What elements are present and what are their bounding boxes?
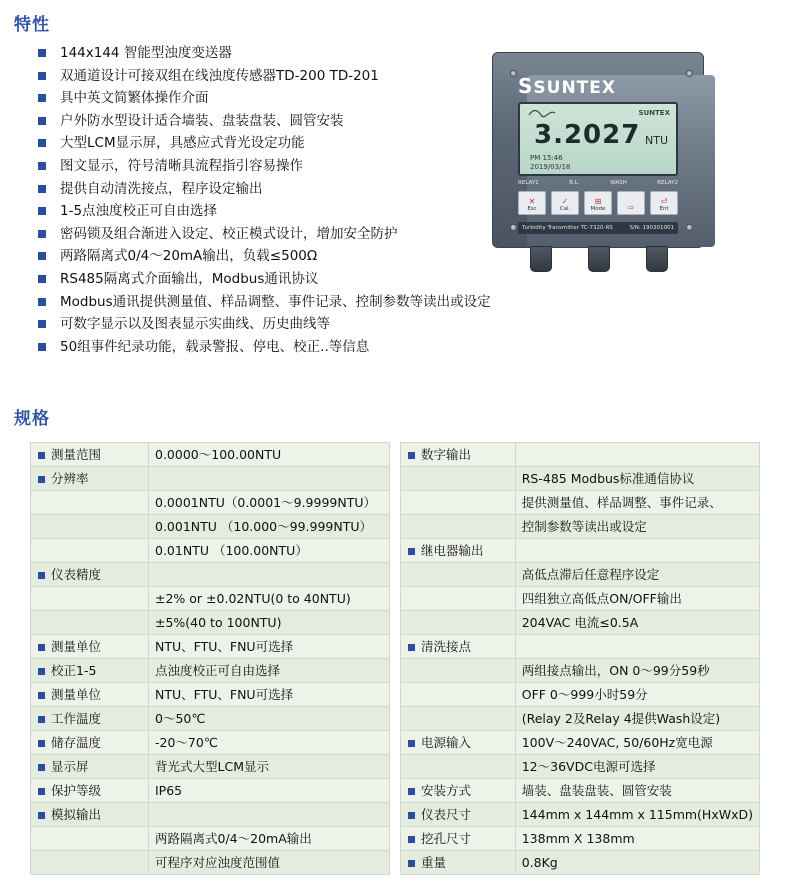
spec-value: 0.8Kg (515, 851, 759, 875)
spec-label: 校正1-5 (31, 659, 149, 683)
list-item: 提供自动清洗接点，程序设定输出 (38, 178, 558, 201)
key-label: Cal. (559, 206, 571, 212)
spec-label (31, 539, 149, 563)
spec-value: 0.001NTU （10.000～99.999NTU） (149, 515, 390, 539)
spec-value: 控制参数等读出或设定 (515, 515, 759, 539)
spec-value: 可程序对应浊度范围值 (149, 851, 390, 875)
device-serial: S/N: 190301001 (629, 225, 674, 231)
list-item: 图文显示，符号清晰具流程指引容易操作 (38, 155, 558, 178)
list-item: 户外防水型设计适合墙装、盘装盘装、圆管安装 (38, 110, 558, 133)
key-enter[interactable] (650, 191, 678, 215)
spec-label (31, 515, 149, 539)
table-row (401, 611, 760, 635)
table-row (401, 563, 760, 587)
spec-value: 两路隔离式0/4～20mA输出 (149, 827, 390, 851)
list-item: 大型LCM显示屏，具感应式背光设定功能 (38, 132, 558, 155)
table-row (31, 827, 390, 851)
table-row (401, 683, 760, 707)
table-row (31, 755, 390, 779)
screw-icon (510, 224, 517, 231)
spec-label: 测量范围 (31, 443, 149, 467)
spec-label (401, 683, 516, 707)
table-row (31, 635, 390, 659)
table-row (31, 851, 390, 875)
list-item: Modbus通讯提供测量值、样品调整、事件记录、控制参数等读出或设定 (38, 291, 558, 314)
indicator-label-relay1: RELAY1 (518, 180, 539, 186)
product-photo (470, 42, 770, 302)
spec-value (149, 563, 390, 587)
list-item: 144x144 智能型浊度变送器 (38, 42, 558, 65)
spec-label (401, 611, 516, 635)
spec-value: RS-485 Modbus标准通信协议 (515, 467, 759, 491)
spec-label: 保护等级 (31, 779, 149, 803)
cable-gland (646, 246, 668, 272)
table-row (401, 635, 760, 659)
key-cal[interactable] (551, 191, 579, 215)
key-mode[interactable] (584, 191, 612, 215)
table-row (401, 803, 760, 827)
spec-label (401, 755, 516, 779)
table-row (401, 731, 760, 755)
check-icon: ✓ (561, 197, 569, 206)
list-item: 两路隔离式0/4～20mA输出，负载≤500Ω (38, 245, 558, 268)
spec-label (401, 563, 516, 587)
table-row (31, 659, 390, 683)
table-row (401, 707, 760, 731)
spec-value: NTU、FTU、FNU可选择 (149, 683, 390, 707)
spec-value (149, 467, 390, 491)
spec-label: 分辨率 (31, 467, 149, 491)
table-row (31, 779, 390, 803)
features-section-title: 特性 (14, 15, 50, 35)
device-model: Turbidity Transmitter TC-7320-RS (522, 225, 613, 231)
spec-label (31, 827, 149, 851)
spec-value: NTU、FTU、FNU可选择 (149, 635, 390, 659)
spec-value: 两组接点输出，ON 0～99分59秒 (515, 659, 759, 683)
spec-value: 0.0001NTU（0.0001～9.9999NTU） (149, 491, 390, 515)
list-item: RS485隔离式介面输出，Modbus通讯协议 (38, 268, 558, 291)
table-row (31, 443, 390, 467)
spec-value: ±5%(40 to 100NTU) (149, 611, 390, 635)
list-item: 具中英文简繁体操作介面 (38, 87, 558, 110)
spec-label (31, 587, 149, 611)
spec-value: 138mm X 138mm (515, 827, 759, 851)
spec-value: 100V～240VAC, 50/60Hz宽电源 (515, 731, 759, 755)
esc-icon: ✕ (528, 197, 536, 206)
spec-label (31, 491, 149, 515)
spec-label: 安装方式 (401, 779, 516, 803)
list-item: 可数字显示以及图表显示实曲线、历史曲线等 (38, 313, 558, 336)
display-unit: NTU (645, 134, 668, 147)
display-reading: 3.2027 (534, 120, 641, 150)
spec-value (515, 635, 759, 659)
spec-value: 高低点滞后任意程序设定 (515, 563, 759, 587)
display-time: PM 15:46 (530, 154, 563, 162)
list-item: 50组事件纪录功能，载录警报、停电、校正..等信息 (38, 336, 558, 359)
spec-value: 点浊度校正可自由选择 (149, 659, 390, 683)
spec-label (401, 515, 516, 539)
enter-icon: ⏎ (660, 197, 668, 206)
spec-value: 0～50℃ (149, 707, 390, 731)
spec-value: 提供测量值、样品调整、事件记录、 (515, 491, 759, 515)
table-row (31, 611, 390, 635)
key-label: Esc (527, 206, 537, 212)
spec-label: 数字输出 (401, 443, 516, 467)
spec-table-left (30, 442, 390, 875)
cable-gland (588, 246, 610, 272)
key-right[interactable] (617, 191, 645, 215)
table-row (401, 491, 760, 515)
table-row (401, 755, 760, 779)
table-row (31, 803, 390, 827)
spec-value: -20～70℃ (149, 731, 390, 755)
spec-label (401, 467, 516, 491)
list-item: 1-5点浊度校正可自由选择 (38, 200, 558, 223)
spec-value: 12～36VDC电源可选择 (515, 755, 759, 779)
table-row (31, 683, 390, 707)
spec-value: 144mm x 144mm x 115mm(HxWxD) (515, 803, 759, 827)
key-label: Mode (590, 206, 606, 212)
spec-value: IP65 (149, 779, 390, 803)
cable-gland (530, 246, 552, 272)
specs-section-title: 规格 (14, 409, 50, 429)
spec-value: 墙装、盘装盘装、圆管安装 (515, 779, 759, 803)
wave-icon (528, 108, 556, 118)
spec-label: 显示屏 (31, 755, 149, 779)
spec-value: (Relay 2及Relay 4提供Wash设定) (515, 707, 759, 731)
grid-icon: ⊞ (594, 197, 602, 206)
table-row (31, 491, 390, 515)
spec-value: 0.01NTU （100.00NTU） (149, 539, 390, 563)
spec-label: 重量 (401, 851, 516, 875)
list-item: 密码锁及组合渐进入设定、校正模式设计，增加安全防护 (38, 223, 558, 246)
spec-label: 测量单位 (31, 683, 149, 707)
table-row (401, 659, 760, 683)
display-date: 2019/03/18 (530, 163, 571, 171)
spec-label: 测量单位 (31, 635, 149, 659)
table-row (31, 539, 390, 563)
spec-label: 清洗接点 (401, 635, 516, 659)
spec-value: 背光式大型LCM显示 (149, 755, 390, 779)
device-keypad[interactable] (518, 188, 678, 218)
table-row (31, 515, 390, 539)
key-label: Ent (659, 206, 669, 212)
table-row (401, 467, 760, 491)
spec-label (401, 659, 516, 683)
spec-label (401, 707, 516, 731)
table-row (31, 563, 390, 587)
table-row (401, 515, 760, 539)
indicator-label-row (518, 180, 678, 186)
arrow-right-icon: ⇨ (627, 203, 635, 212)
screw-icon (686, 70, 693, 77)
table-row (31, 587, 390, 611)
table-row (401, 827, 760, 851)
table-row (401, 779, 760, 803)
spec-label (31, 851, 149, 875)
indicator-label-relay2: RELAY2 (657, 180, 678, 186)
indicator-label-wash: WASH (610, 180, 627, 186)
spec-label (401, 491, 516, 515)
indicator-label-bl: B.L. (569, 180, 580, 186)
spec-value: 0.0000～100.00NTU (149, 443, 390, 467)
table-row (31, 707, 390, 731)
spec-table-right (400, 442, 760, 875)
spec-label: 仪表尺寸 (401, 803, 516, 827)
device-nameplate (518, 222, 678, 234)
spec-label (31, 611, 149, 635)
table-row (401, 587, 760, 611)
spec-value (515, 443, 759, 467)
device-display (518, 102, 678, 176)
screw-icon (686, 224, 693, 231)
spec-label: 继电器输出 (401, 539, 516, 563)
display-brand: SUNTEX (638, 109, 670, 117)
spec-label: 模拟输出 (31, 803, 149, 827)
device-brand-logo: SSUNTEX (518, 74, 616, 98)
screw-icon (510, 70, 517, 77)
spec-value: OFF 0～999小时59分 (515, 683, 759, 707)
list-item: 双通道设计可接双组在线浊度传感器TD-200 TD-201 (38, 65, 558, 88)
spec-value: ±2% or ±0.02NTU(0 to 40NTU) (149, 587, 390, 611)
spec-value: 204VAC 电流≤0.5A (515, 611, 759, 635)
spec-label: 工作温度 (31, 707, 149, 731)
key-esc[interactable] (518, 191, 546, 215)
spec-value (515, 539, 759, 563)
table-row (31, 467, 390, 491)
spec-label: 储存温度 (31, 731, 149, 755)
spec-value (149, 803, 390, 827)
table-row (401, 539, 760, 563)
table-row (401, 443, 760, 467)
table-row (401, 851, 760, 875)
spec-value: 四组独立高低点ON/OFF输出 (515, 587, 759, 611)
spec-label: 电源输入 (401, 731, 516, 755)
table-row (31, 731, 390, 755)
spec-label: 挖孔尺寸 (401, 827, 516, 851)
spec-label: 仪表精度 (31, 563, 149, 587)
spec-label (401, 587, 516, 611)
